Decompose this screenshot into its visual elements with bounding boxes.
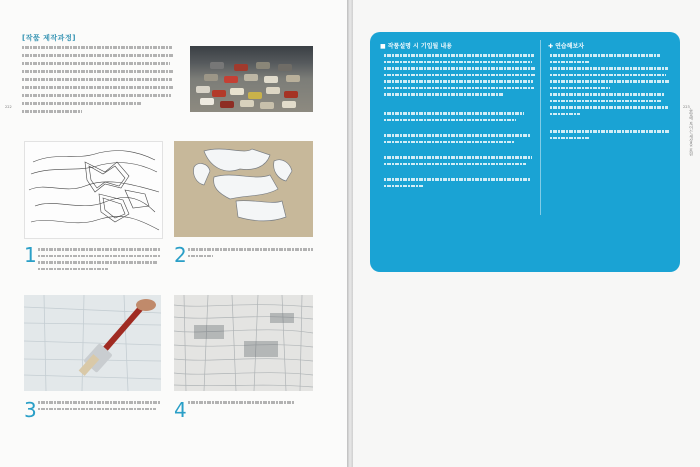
brush-painting-photo	[24, 295, 161, 391]
step-number-4: 4	[174, 398, 187, 422]
step-number-1: 1	[24, 243, 37, 267]
white-paint-strokes	[174, 141, 313, 237]
step-4-caption	[188, 401, 313, 408]
line-drawing-photo	[24, 141, 163, 239]
box-list-3	[384, 156, 536, 169]
page-number-right: 223	[683, 105, 690, 109]
intro-paragraph	[22, 46, 174, 118]
box-exercise-text	[550, 54, 670, 119]
chapter-side-tab: 눈앞에 보이는 세상을 표현	[689, 108, 694, 156]
box-title-left: ■ 작품설명 시 기입될 내용	[380, 43, 452, 50]
contour-sketch	[25, 142, 162, 238]
finished-wash-photo	[174, 295, 313, 391]
box-exercise-2	[550, 130, 670, 143]
box-list-2	[384, 134, 536, 147]
left-page	[0, 0, 347, 467]
box-list-4	[384, 178, 536, 191]
step-2-caption	[188, 248, 313, 261]
white-paint-photo	[174, 141, 313, 237]
step-1-caption	[38, 248, 161, 274]
box-intro-text	[384, 54, 536, 100]
section-title: [작품 제작과정]	[22, 34, 76, 42]
box-divider	[540, 40, 541, 215]
brush-scene	[24, 295, 161, 391]
toy-cars-photo	[190, 46, 313, 112]
page-number-left: 222	[5, 105, 12, 109]
step-number-3: 3	[24, 398, 37, 422]
step-number-2: 2	[174, 243, 187, 267]
wash-texture	[174, 295, 313, 391]
step-3-caption	[38, 401, 161, 414]
box-list-1	[384, 112, 536, 125]
info-box	[370, 32, 680, 272]
box-title-right: ✚ 연습해보자	[548, 43, 585, 50]
